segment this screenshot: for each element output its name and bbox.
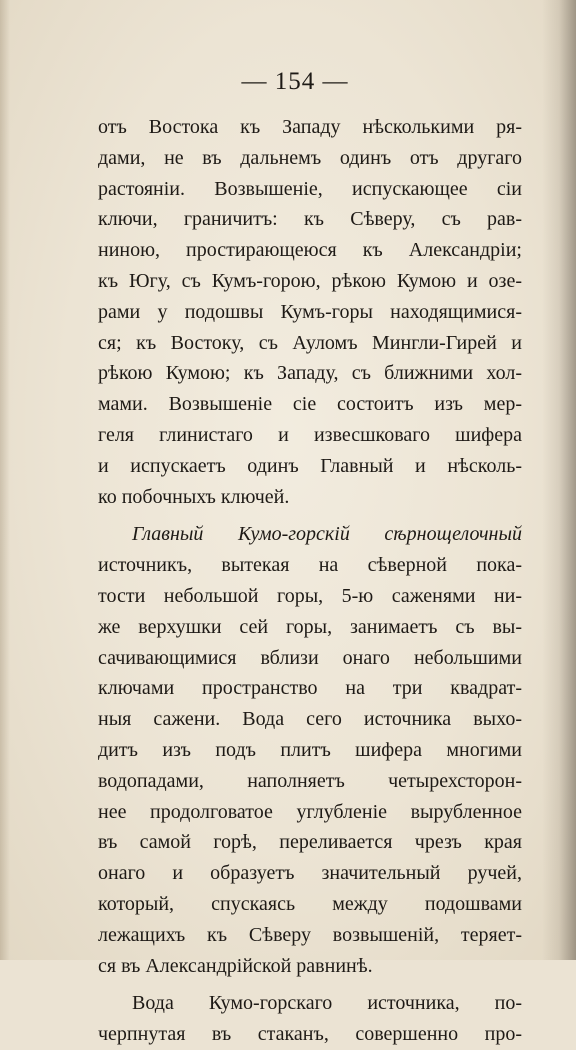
text-line: въ самой горѣ, переливается чрезъ края [98, 831, 522, 854]
text-line: лежащихъ къ Сѣверу возвышеній, теряет- [98, 923, 522, 946]
text-line: дами, не въ дальнемъ одинъ отъ другаго [98, 146, 522, 169]
body-text [98, 112, 522, 1050]
page-edge [0, 0, 10, 960]
text-line: ся въ Александрійской равнинѣ. [98, 954, 373, 977]
text-line: Главный Кумо-горскій сѣрнощелочный [132, 523, 522, 546]
text-line: тости небольшой горы, 5-ю саженями ни- [98, 584, 522, 607]
text-line: ныя сажени. Вода сего источника выхо- [98, 708, 522, 731]
text-line: рами у подошвы Кумъ-горы находящимися- [98, 300, 522, 323]
text-line: черпнутая въ стаканъ, совершенно про- [98, 1023, 522, 1046]
text-line: который, спускаясь между подошвами [98, 892, 522, 915]
text-line: отъ Востока къ Западу нѣсколькими ря- [98, 116, 522, 138]
text-line: ключи, граничитъ: къ Сѣверу, съ рав- [98, 208, 522, 231]
text-line: ко побочныхъ ключей. [98, 485, 290, 508]
text-line: Вода Кумо-горскаго источника, по- [132, 992, 522, 1015]
text-line: мами. Возвышеніе сіе состоитъ изъ мер- [98, 393, 522, 416]
text-line: ключами пространство на три квадрат- [98, 677, 522, 700]
text-line: ся; къ Востоку, съ Ауломъ Мингли-Гирей и [98, 331, 522, 354]
text-line: дитъ изъ подъ плитъ шифера многими [98, 738, 522, 761]
text-line: ниною, простирающеюся къ Александріи; [98, 239, 522, 262]
page-number: — 154 — [241, 68, 349, 95]
text-line: геля глинистаго и извесшковаго шифера [98, 423, 522, 446]
text-line: источникъ, вытекая на сѣверной пока- [98, 554, 522, 577]
text-line: нее продолговатое углубленіе вырубленное [98, 800, 522, 823]
spine-shadow [542, 0, 576, 960]
text-line: растояніи. Возвышеніе, испускающее сіи [98, 177, 522, 200]
text-line: водопадами, наполняетъ четырехсторон- [98, 769, 522, 792]
text-line: рѣкою Кумою; къ Западу, съ ближними хол- [98, 362, 522, 385]
text-line: сачивающимися вблизи онаго небольшими [98, 646, 522, 669]
text-line: и испускаетъ одинъ Главный и нѣсколь- [98, 454, 522, 477]
text-line: онаго и образуетъ значительный ручей, [98, 862, 522, 885]
text-line: къ Югу, съ Кумъ-горою, рѣкою Кумою и озе- [98, 269, 522, 292]
text-line: же верхушки сей горы, занимаетъ съ вы- [98, 615, 522, 638]
